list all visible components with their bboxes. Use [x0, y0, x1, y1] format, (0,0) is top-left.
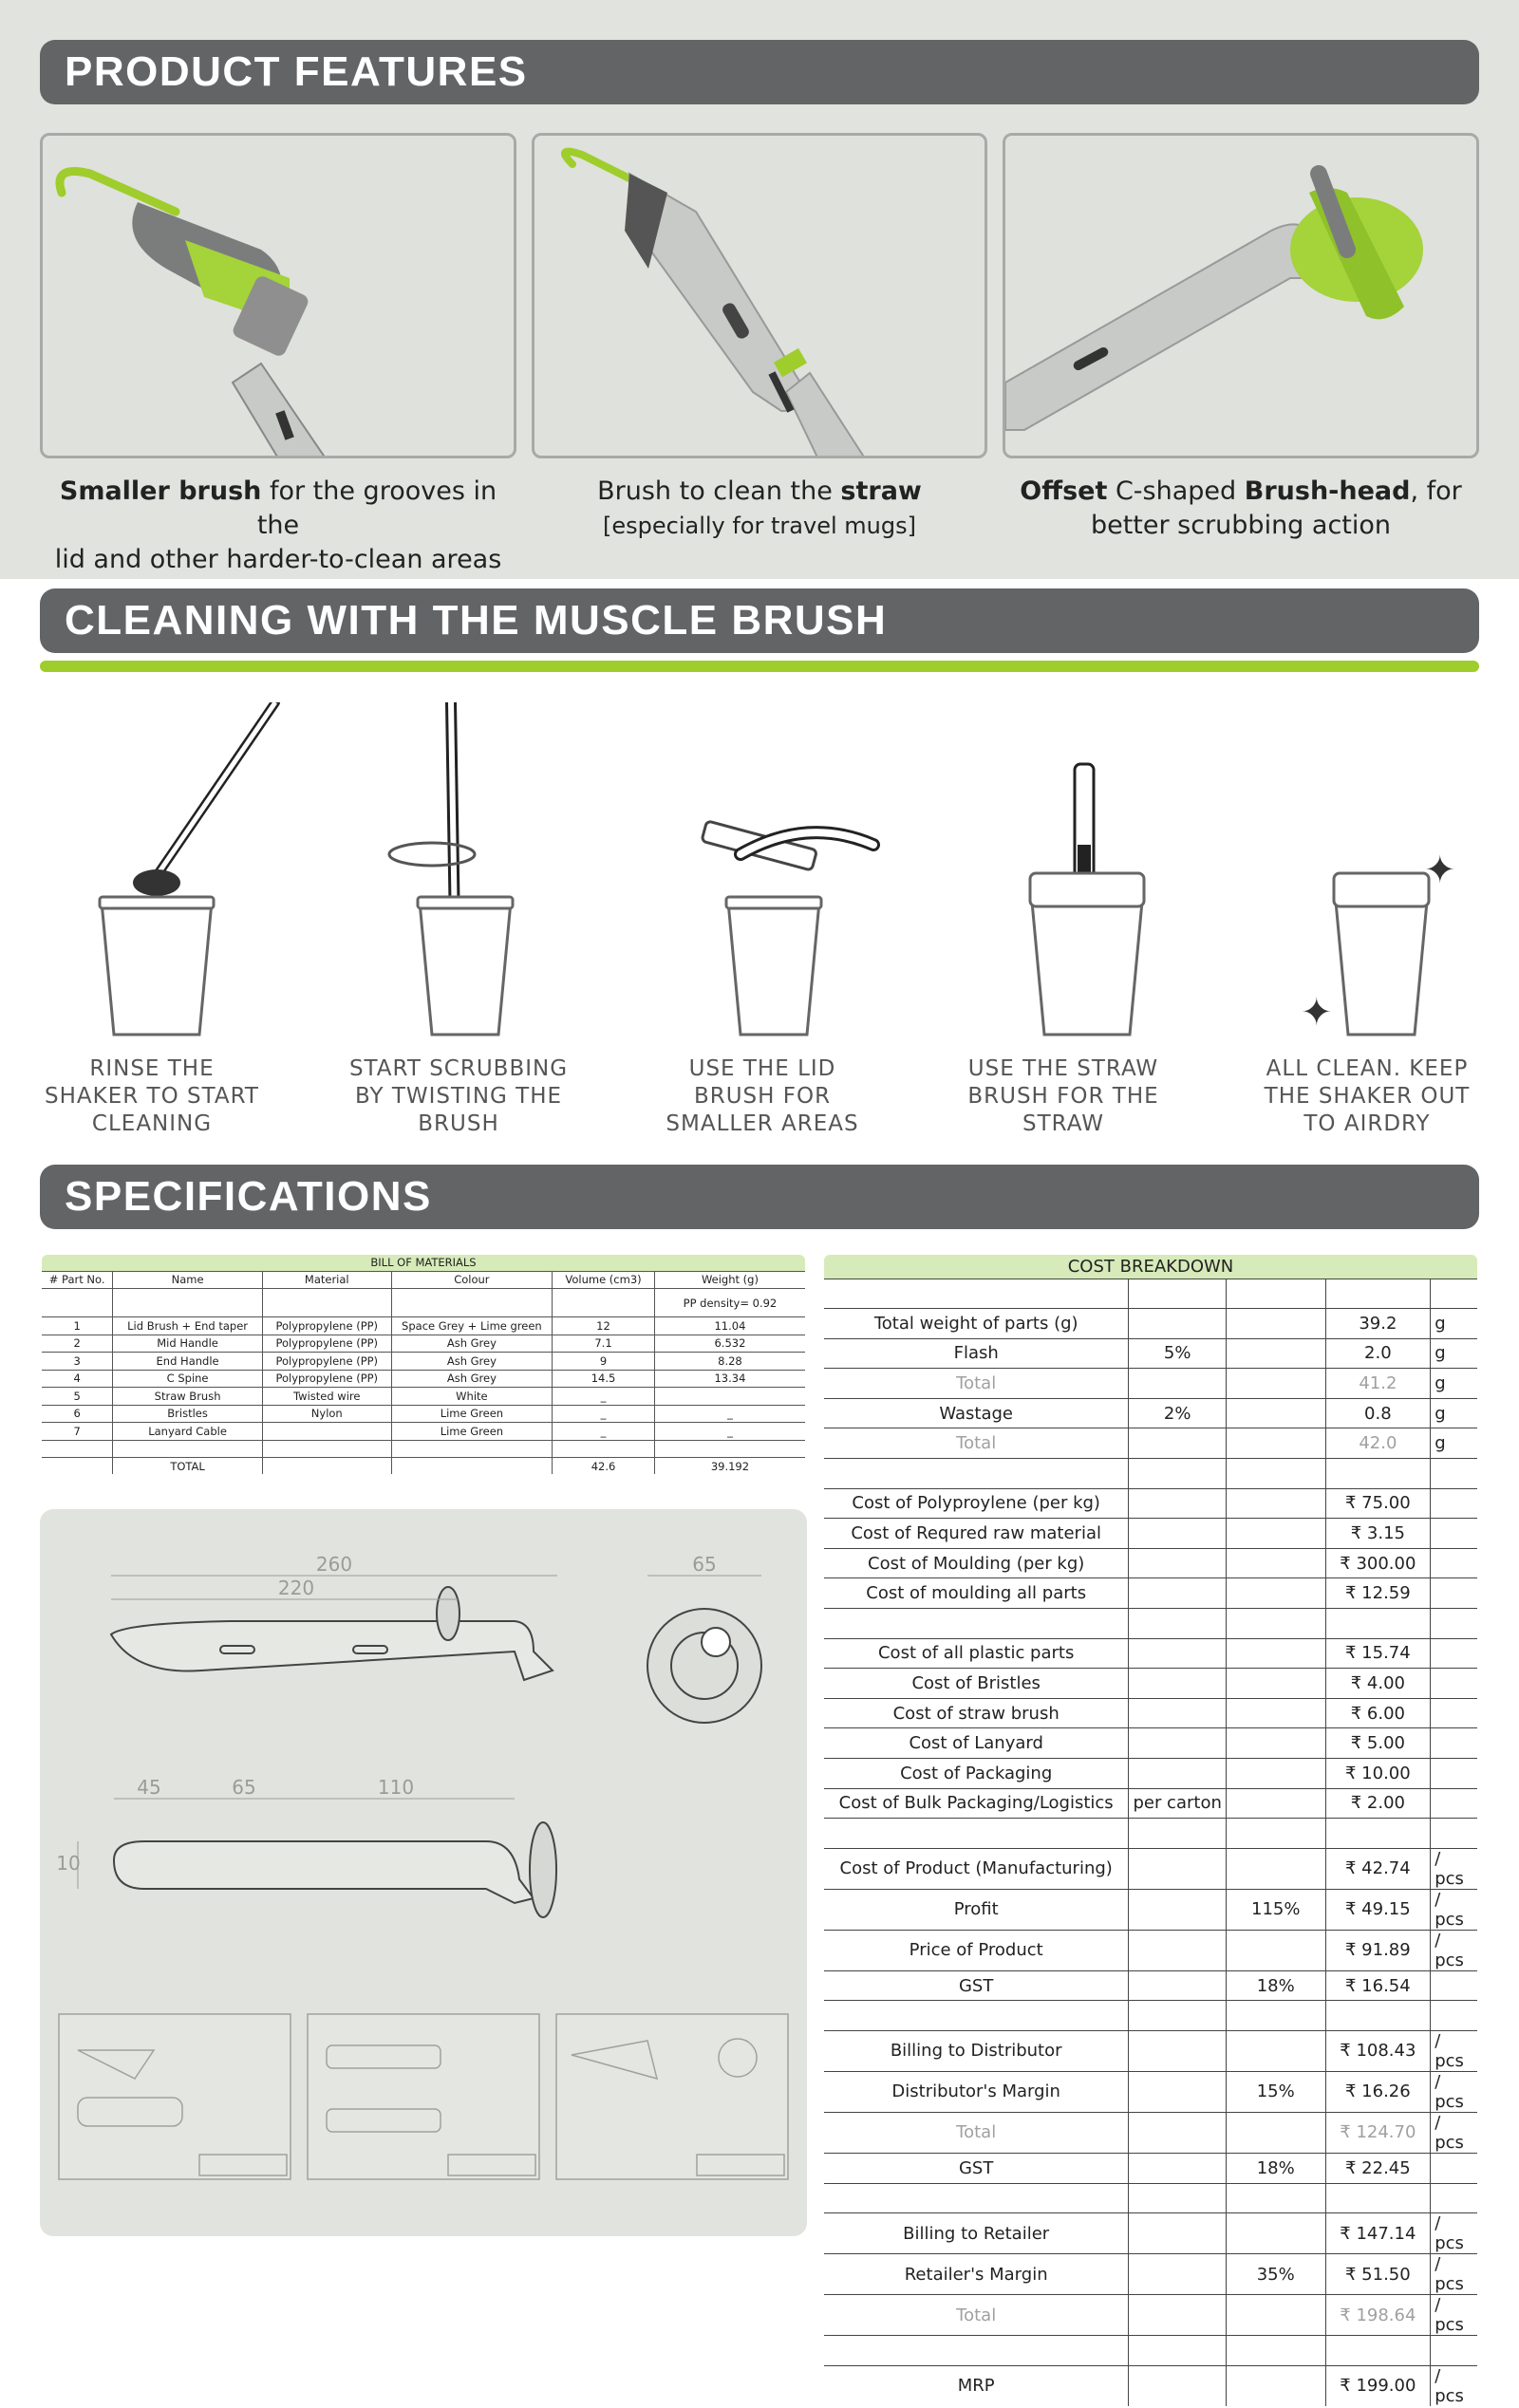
table-cell	[823, 2001, 1129, 2031]
table-row	[823, 1759, 1478, 1789]
table-cell: 115%	[1226, 1889, 1325, 1930]
feature-caption-small-brush: Smaller brush for the grooves in the lid and other harder-to-clean areas	[54, 476, 502, 574]
table-cell	[1226, 1930, 1325, 1970]
table-row	[823, 1548, 1478, 1578]
table-cell	[1431, 1488, 1478, 1519]
table-cell	[1325, 1819, 1431, 1849]
table-cell	[1129, 2153, 1227, 2183]
step-straw-brush-illustration	[921, 702, 1206, 1054]
table-row	[823, 1930, 1478, 1970]
table-cell	[1129, 1698, 1227, 1728]
table-cell: Cost of moulding all parts	[823, 1578, 1129, 1609]
step-label-lid-brush: USE THE LID BRUSH FOR SMALLER AREAS	[666, 1056, 859, 1136]
table-cell	[1226, 2112, 1325, 2153]
table-row	[823, 2001, 1478, 2031]
table-cell	[1129, 2365, 1227, 2407]
table-cell: / pcs	[1431, 1848, 1478, 1889]
table-row	[823, 1970, 1478, 2001]
svg-text:✦: ✦	[1301, 991, 1333, 1035]
feature-caption-offset-brush: Offset C-shaped Brush-head, for better scrubbing action	[1020, 476, 1462, 540]
table-cell: ₹ 108.43	[1325, 2030, 1431, 2071]
table-cell	[1431, 2336, 1478, 2366]
section-banner-specifications	[40, 1165, 1479, 1229]
table-cell: 0.8	[1325, 1398, 1431, 1428]
table-cell	[1129, 1848, 1227, 1889]
table-cell	[1129, 2254, 1227, 2295]
table-row: PP density= 0.92	[41, 1289, 806, 1317]
table-cell	[1325, 2183, 1431, 2213]
table-row	[823, 2183, 1478, 2213]
table-cell	[1431, 1459, 1478, 1489]
table-cell: Price of Product	[823, 1930, 1129, 1970]
step-label-airdry: ALL CLEAN. KEEP THE SHAKER OUT TO AIRDRY	[1264, 1056, 1471, 1136]
table-cell: Flash	[823, 1338, 1129, 1369]
table-cell: g	[1431, 1428, 1478, 1459]
table-cell: / pcs	[1431, 2071, 1478, 2112]
table-cell: / pcs	[1431, 2365, 1478, 2407]
table-cell: ₹ 4.00	[1325, 1669, 1431, 1699]
table-cell: ₹ 42.74	[1325, 1848, 1431, 1889]
table-cell	[823, 1609, 1129, 1639]
table-row	[823, 1698, 1478, 1728]
table-row	[823, 1638, 1478, 1669]
table-row	[823, 2365, 1478, 2407]
table-cell	[1129, 2336, 1227, 2366]
table-row: 5 Straw Brush Twisted wire White _	[41, 1388, 806, 1406]
table-row	[823, 1609, 1478, 1639]
table-row	[823, 1889, 1478, 1930]
table-cell	[1129, 1609, 1227, 1639]
table-cell	[1129, 1759, 1227, 1789]
table-cell: Cost of Polyproylene (per kg)	[823, 1488, 1129, 1519]
table-cell: g	[1431, 1398, 1478, 1428]
dimension-label: 10	[56, 1852, 81, 1875]
table-cell: Total	[823, 2112, 1129, 2153]
table-cell	[1431, 2001, 1478, 2031]
table-row: 1 Lid Brush + End taper Polypropylene (PP) Space Grey + Lime green 12 11.04	[41, 1317, 806, 1335]
table-cell	[1129, 1819, 1227, 1849]
table-cell: / pcs	[1431, 2254, 1478, 2295]
dimension-label: 65	[232, 1776, 256, 1799]
table-header-row: # Part No. Name Material Colour Volume (cm3) Weight (g)	[41, 1271, 806, 1289]
table-cell	[1226, 1669, 1325, 1699]
step-label-rinse: RINSE THE SHAKER TO START CLEANING	[45, 1056, 259, 1136]
table-cell: ₹ 16.26	[1325, 2071, 1431, 2112]
dimension-label: 260	[315, 1553, 353, 1576]
table-cell: / pcs	[1431, 2213, 1478, 2254]
table-cell: 2.0	[1325, 1338, 1431, 1369]
table-cell: 18%	[1226, 2153, 1325, 2183]
table-cell	[823, 1279, 1129, 1309]
table-row	[823, 1848, 1478, 1889]
table-cell: ₹ 5.00	[1325, 1728, 1431, 1759]
table-cell	[1226, 2183, 1325, 2213]
table-row	[823, 2112, 1478, 2153]
dimension-label: 220	[277, 1577, 315, 1599]
table-row	[823, 1338, 1478, 1369]
table-cell	[1431, 1970, 1478, 2001]
table-row	[823, 1788, 1478, 1819]
table-cell: GST	[823, 1970, 1129, 2001]
table-cell: Total	[823, 1428, 1129, 1459]
table-row	[823, 1488, 1478, 1519]
table-cell: g	[1431, 1309, 1478, 1339]
feature-image-small-brush	[40, 133, 516, 458]
step-rinse-illustration	[9, 702, 294, 1054]
table-cell	[1226, 1428, 1325, 1459]
table-cell: ₹ 51.50	[1325, 2254, 1431, 2295]
table-cell: Total	[823, 1369, 1129, 1399]
table-cell	[1226, 2001, 1325, 2031]
table-row: 3 End Handle Polypropylene (PP) Ash Grey 9 8.28	[41, 1353, 806, 1371]
table-cell: ₹ 6.00	[1325, 1698, 1431, 1728]
table-cell: MRP	[823, 2365, 1129, 2407]
table-cell	[1431, 2153, 1478, 2183]
table-row: 6 Bristles Nylon Lime Green _ _	[41, 1405, 806, 1423]
table-row: 2 Mid Handle Polypropylene (PP) Ash Grey 7.1 6.532	[41, 1335, 806, 1353]
section-banner-features	[40, 40, 1479, 104]
bill-of-materials-table	[40, 1253, 807, 1476]
table-row: 4 C Spine Polypropylene (PP) Ash Grey 14.5 13.34	[41, 1370, 806, 1388]
table-cell	[1226, 1728, 1325, 1759]
table-total-row: TOTAL 42.6 39.192	[41, 1458, 806, 1476]
table-cell	[1226, 1369, 1325, 1399]
table-cell	[1325, 1279, 1431, 1309]
table-cell: ₹ 15.74	[1325, 1638, 1431, 1669]
table-cell	[1431, 1669, 1478, 1699]
table-cell	[1129, 2071, 1227, 2112]
table-cell	[1226, 1609, 1325, 1639]
table-cell	[823, 2183, 1129, 2213]
technical-drawing	[40, 1509, 807, 2236]
table-cell	[1226, 1638, 1325, 1669]
table-cell: ₹ 91.89	[1325, 1930, 1431, 1970]
svg-text:✦: ✦	[1424, 849, 1456, 892]
table-cell: 15%	[1226, 2071, 1325, 2112]
table-row	[823, 1669, 1478, 1699]
table-cell: Cost of Bristles	[823, 1669, 1129, 1699]
table-cell	[1325, 1609, 1431, 1639]
table-row	[823, 2153, 1478, 2183]
table-cell: ₹ 3.15	[1325, 1519, 1431, 1549]
table-cell: Retailer's Margin	[823, 2254, 1129, 2295]
table-cell: ₹ 198.64	[1325, 2295, 1431, 2336]
table-row	[823, 1519, 1478, 1549]
table-cell	[1129, 1488, 1227, 1519]
table-cell: ₹ 199.00	[1325, 2365, 1431, 2407]
table-cell	[1129, 1279, 1227, 1309]
table-cell	[1226, 1698, 1325, 1728]
table-cell: / pcs	[1431, 1930, 1478, 1970]
table-cell	[1226, 1279, 1325, 1309]
table-cell	[1129, 1970, 1227, 2001]
table-cell: 2%	[1129, 1398, 1227, 1428]
table-cell: Cost of all plastic parts	[823, 1638, 1129, 1669]
table-cell	[1226, 1578, 1325, 1609]
table-cell	[1226, 1759, 1325, 1789]
table-cell: Distributor's Margin	[823, 2071, 1129, 2112]
table-cell	[823, 1819, 1129, 1849]
table-cell	[1431, 1279, 1478, 1309]
table-cell: Cost of straw brush	[823, 1698, 1129, 1728]
table-cell: Cost of Packaging	[823, 1759, 1129, 1789]
table-cell: / pcs	[1431, 2030, 1478, 2071]
table-cell	[1325, 1459, 1431, 1489]
table-cell	[1226, 1398, 1325, 1428]
table-cell	[1129, 1669, 1227, 1699]
table-cell	[1226, 2336, 1325, 2366]
table-row	[823, 1309, 1478, 1339]
table-cell: GST	[823, 2153, 1129, 2183]
table-cell: ₹ 10.00	[1325, 1759, 1431, 1789]
table-cell	[1226, 1548, 1325, 1578]
table-cell: ₹ 49.15	[1325, 1889, 1431, 1930]
table-cell	[1129, 1459, 1227, 1489]
table-cell	[1431, 1638, 1478, 1669]
table-cell	[1226, 1519, 1325, 1549]
table-cell	[1325, 2001, 1431, 2031]
technical-drawing-panel	[40, 1509, 807, 2236]
table-cell: Cost of Requred raw material	[823, 1519, 1129, 1549]
table-cell	[1226, 1459, 1325, 1489]
table-cell: 39.2	[1325, 1309, 1431, 1339]
table-cell: 18%	[1226, 1970, 1325, 2001]
table-cell	[1129, 1930, 1227, 1970]
dimension-label: 45	[137, 1776, 161, 1799]
table-cell	[1226, 2295, 1325, 2336]
table-cell	[1226, 1309, 1325, 1339]
table-cell: Cost of Bulk Packaging/Logistics	[823, 1788, 1129, 1819]
table-row	[823, 2254, 1478, 2295]
table-row	[823, 1459, 1478, 1489]
section-banner-cleaning	[40, 588, 1479, 653]
table-cell	[1431, 2183, 1478, 2213]
table-cell: Cost of Moulding (per kg)	[823, 1548, 1129, 1578]
table-cell	[1431, 1698, 1478, 1728]
table-cell	[1129, 1519, 1227, 1549]
table-cell: / pcs	[1431, 2112, 1478, 2153]
section-title: CLEANING WITH THE MUSCLE BRUSH	[65, 597, 888, 644]
table-cell	[1129, 1578, 1227, 1609]
table-cell: 41.2	[1325, 1369, 1431, 1399]
table-cell	[1129, 2183, 1227, 2213]
table-cell: Total	[823, 2295, 1129, 2336]
table-cell	[1226, 1819, 1325, 1849]
table-cell	[1129, 1728, 1227, 1759]
table-cell: ₹ 124.70	[1325, 2112, 1431, 2153]
table-cell	[1431, 1759, 1478, 1789]
table-cell	[1129, 1428, 1227, 1459]
step-lid-brush-illustration	[617, 702, 902, 1054]
table-cell: ₹ 22.45	[1325, 2153, 1431, 2183]
feature-image-offset-brush-head	[1003, 133, 1479, 458]
table-row	[823, 2030, 1478, 2071]
table-cell: Wastage	[823, 1398, 1129, 1428]
section-title: SPECIFICATIONS	[65, 1173, 432, 1220]
table-cell	[1431, 1728, 1478, 1759]
table-cell	[1129, 2112, 1227, 2153]
table-cell: 35%	[1226, 2254, 1325, 2295]
table-cell	[1431, 1519, 1478, 1549]
table-cell: Billing to Retailer	[823, 2213, 1129, 2254]
table-row	[823, 1279, 1478, 1309]
dimension-label: 65	[692, 1553, 717, 1576]
table-cell: Billing to Distributor	[823, 2030, 1129, 2071]
table-row	[41, 1440, 806, 1458]
table-row	[823, 1819, 1478, 1849]
table-row	[823, 1398, 1478, 1428]
table-cell: ₹ 147.14	[1325, 2213, 1431, 2254]
table-row	[823, 1428, 1478, 1459]
table-title: COST BREAKDOWN	[823, 1254, 1478, 1279]
feature-image-straw-brush	[532, 133, 987, 458]
table-cell: ₹ 300.00	[1325, 1548, 1431, 1578]
table-cell	[1226, 2365, 1325, 2407]
feature-caption-straw-brush: Brush to clean the straw [especially for travel mugs]	[597, 476, 922, 539]
step-twist-illustration	[309, 702, 593, 1054]
table-cell: 5%	[1129, 1338, 1227, 1369]
table-cell: Profit	[823, 1889, 1129, 1930]
table-cell: per carton	[1129, 1788, 1227, 1819]
table-cell	[1129, 1309, 1227, 1339]
table-cell	[1129, 2001, 1227, 2031]
table-cell	[1129, 2030, 1227, 2071]
table-cell	[1431, 1578, 1478, 1609]
table-row: 7 Lanyard Cable Lime Green _ _	[41, 1423, 806, 1441]
table-cell	[1431, 1609, 1478, 1639]
section-title: PRODUCT FEATURES	[65, 48, 528, 95]
table-row	[823, 1728, 1478, 1759]
table-cell	[1129, 2295, 1227, 2336]
table-row	[823, 2336, 1478, 2366]
table-cell	[1431, 1788, 1478, 1819]
table-cell	[1129, 2213, 1227, 2254]
table-cell	[823, 2336, 1129, 2366]
table-cell: / pcs	[1431, 2295, 1478, 2336]
table-cell: ₹ 16.54	[1325, 1970, 1431, 2001]
table-cell	[1325, 2336, 1431, 2366]
table-cell	[1226, 1848, 1325, 1889]
dimension-label: 110	[377, 1776, 415, 1799]
table-cell	[823, 1459, 1129, 1489]
table-cell: ₹ 75.00	[1325, 1488, 1431, 1519]
step-label-twist: START SCRUBBING BY TWISTING THE BRUSH	[348, 1056, 569, 1136]
table-cell: ₹ 2.00	[1325, 1788, 1431, 1819]
table-cell	[1226, 1788, 1325, 1819]
table-cell: ₹ 12.59	[1325, 1578, 1431, 1609]
table-cell: Total weight of parts (g)	[823, 1309, 1129, 1339]
table-cell: g	[1431, 1369, 1478, 1399]
table-cell	[1431, 1548, 1478, 1578]
cost-breakdown-table	[822, 1253, 1479, 2408]
step-airdry-illustration	[1225, 702, 1510, 1054]
table-row	[823, 1578, 1478, 1609]
table-cell	[1226, 2213, 1325, 2254]
table-row	[823, 2213, 1478, 2254]
table-row	[823, 2071, 1478, 2112]
table-title: BILL OF MATERIALS	[41, 1254, 806, 1271]
table-row	[823, 2295, 1478, 2336]
table-cell: Cost of Lanyard	[823, 1728, 1129, 1759]
table-cell	[1129, 1889, 1227, 1930]
table-cell: Cost of Product (Manufacturing)	[823, 1848, 1129, 1889]
step-label-straw-brush: USE THE STRAW BRUSH FOR THE STRAW	[967, 1056, 1159, 1136]
table-cell	[1129, 1548, 1227, 1578]
table-row	[823, 1369, 1478, 1399]
table-cell	[1129, 1638, 1227, 1669]
table-cell: g	[1431, 1338, 1478, 1369]
table-cell	[1129, 1369, 1227, 1399]
table-cell	[1431, 1819, 1478, 1849]
table-cell	[1226, 1338, 1325, 1369]
table-cell	[1226, 2030, 1325, 2071]
table-cell	[1226, 1488, 1325, 1519]
table-cell: 42.0	[1325, 1428, 1431, 1459]
table-cell: / pcs	[1431, 1889, 1478, 1930]
accent-divider	[40, 661, 1479, 672]
